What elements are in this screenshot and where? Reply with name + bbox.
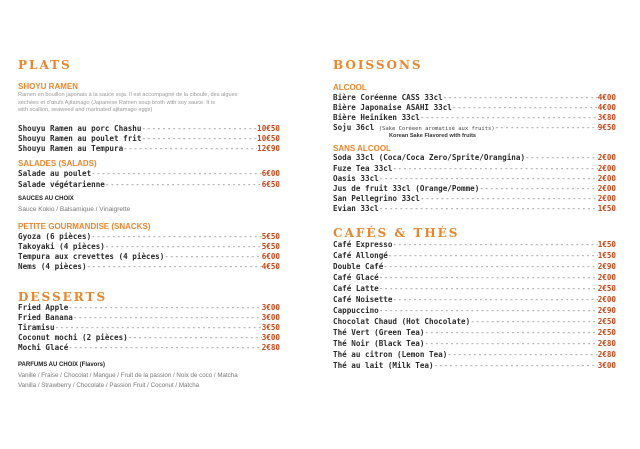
menu-item: Café Noisette ----- 2€00 bbox=[333, 295, 616, 305]
boissons-title: BOISSONS bbox=[333, 58, 423, 72]
soju-english: Korean Sake Flavored with fruits bbox=[389, 133, 477, 139]
cafes-title: CAFÉS & THÉS bbox=[333, 226, 460, 240]
menu-item: Fuze Tea 33cl ----- 2€00 bbox=[333, 164, 616, 174]
flavors-fr: Vanille / Fraise / Chocolat / Mangue / Fruit de la passion / Noix de coco / Matcha bbox=[18, 372, 238, 379]
menu-item: Fried Apple ----- 3€00 bbox=[18, 303, 280, 313]
menu-item: Thé au lait (Milk Tea) ----- 3€00 bbox=[333, 361, 616, 371]
shoyu-desc-3: with scallion, seaweed and marinated ajitamago eggs) bbox=[18, 107, 153, 114]
menu-item: Café Allongé ----- 1€50 bbox=[333, 251, 616, 261]
menu-item: Café Expresso ----- 1€50 bbox=[333, 240, 616, 250]
menu-item: Thé Noir (Black Tea) ----- 2€80 bbox=[333, 339, 616, 349]
menu-item: Evian 33cl ----- 1€50 bbox=[333, 204, 616, 214]
menu-item: Salade au poulet ----- 6€00 bbox=[18, 169, 280, 179]
menu-item: Tiramisu ----- 3€50 bbox=[18, 323, 280, 333]
snacks-title: PETITE GOURMANDISE (SNACKS) bbox=[18, 222, 151, 231]
menu-item: Bière Coréenne CASS 33cl ----- 4€00 bbox=[333, 93, 616, 103]
menu-item: Coconut mochi (2 pièces) ----- 3€00 bbox=[18, 333, 280, 343]
sauces-list: Sauce Kokio / Balsamique / Vinaigrette bbox=[18, 206, 131, 213]
menu-item: Mochi Glacé ----- 2€80 bbox=[18, 343, 280, 353]
plats-title: PLATS bbox=[18, 58, 72, 72]
menu-item: Bière Heiniken 33cl ----- 3€80 bbox=[333, 113, 616, 123]
menu-item: Oasis 33cl ----- 2€00 bbox=[333, 174, 616, 184]
shoyu-desc-1: Ramen en bouillon japonais à la sauce soja. Il est accompagné de la ciboule, des algues bbox=[18, 92, 238, 98]
menu-item: Soda 33cl (Coca/Coca Zero/Sprite/Orangina) ----- 2€00 bbox=[333, 153, 616, 163]
shoyu-desc-2: séchées et d'œufs Ajitamago (Japanese Ramen soup broth with soy sauce. It is bbox=[18, 99, 215, 106]
menu-item: Takoyaki (4 pièces) ----- 5€50 bbox=[18, 242, 280, 252]
menu-item: Tempura aux crevettes (4 pièces) ----- 6€00 bbox=[18, 252, 280, 262]
menu-item: Shouyu Ramen au porc Chashu ----- 10€50 bbox=[18, 124, 280, 134]
menu-item: Thé au citron (Lemon Tea) ----- 2€80 bbox=[333, 350, 616, 360]
desserts-title: DESSERTS bbox=[18, 290, 108, 304]
menu-item: Shouyu Ramen au poulet frit ----- 10€50 bbox=[18, 134, 280, 144]
menu-item: Thé Vert (Green Tea) ----- 2€50 bbox=[333, 328, 616, 338]
shoyu-ramen-title: SHOYU RAMEN bbox=[18, 82, 79, 91]
menu-item: Gyoza (6 pièces) ----- 5€50 bbox=[18, 232, 280, 242]
menu-item: San Pellegrino 33cl ----- 2€00 bbox=[333, 194, 616, 204]
menu-item: Jus de fruit 33cl (Orange/Pomme) ----- 2€00 bbox=[333, 184, 616, 194]
menu-item: Soju 36cl (Sake Coréeen aromatisé aux fruits) ----- 9€50 bbox=[333, 123, 616, 133]
menu-item: Shouyu Ramen au Tempura ----- 12€90 bbox=[18, 144, 280, 154]
flavors-title: PARFUMS AU CHOIX (Flavors) bbox=[18, 362, 106, 368]
flavors-en: Vanilla / Strawberry / Chocolate / Passion Fruit / Coconut / Matcha bbox=[18, 382, 200, 389]
menu-item: Cappuccino ----- 2€90 bbox=[333, 306, 616, 316]
salades-title: SALADES (SALADS) bbox=[18, 159, 97, 168]
menu-item: Café Latte ----- 2€50 bbox=[333, 284, 616, 294]
menu-item: Fried Banana ----- 3€00 bbox=[18, 313, 280, 323]
menu-item: Salade végétarienne ----- 6€50 bbox=[18, 180, 280, 190]
sans-alcool-title: SANS ALCOOL bbox=[333, 144, 391, 153]
alcool-title: ALCOOL bbox=[333, 83, 367, 92]
sauces-title: SAUCES AU CHOIX bbox=[18, 196, 74, 202]
menu-item: Bière Japonaise ASAHI 33cl ----- 4€00 bbox=[333, 103, 616, 113]
menu-item: Nems (4 pièces) ----- 4€50 bbox=[18, 262, 280, 272]
menu-item: Café Glacé ----- 2€00 bbox=[333, 273, 616, 283]
menu-item: Chocolat Chaud (Hot Chocolate) ----- 2€50 bbox=[333, 317, 616, 327]
menu-item: Double Café ----- 2€90 bbox=[333, 262, 616, 272]
